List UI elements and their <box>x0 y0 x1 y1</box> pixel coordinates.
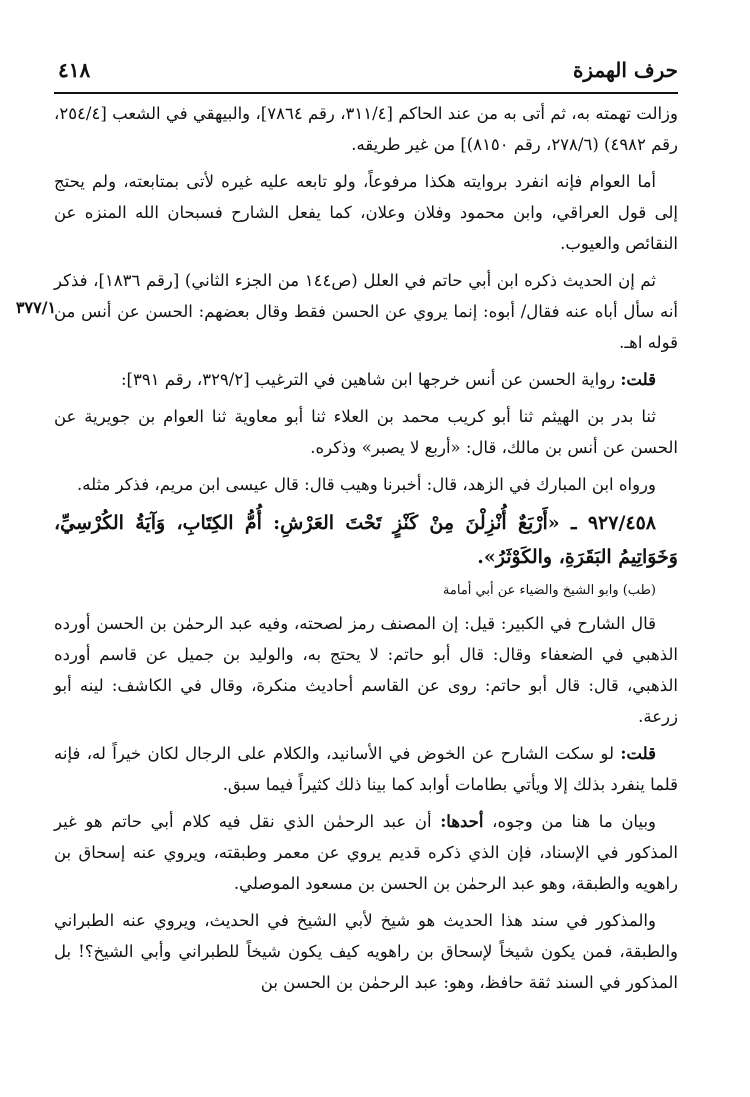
paragraph-9 <box>54 806 678 899</box>
hadith-text: ٩٢٧/٤٥٨ ـ «أَرْبَعٌ أُنْزِلْنَ مِنْ كَنْزٍ تَحْتَ العَرْشِ: أُمُّ الكِتَابِ، وَآيَةُ الكُرْسِيِّ، وَخَوَاتِيمُ البَقَرَةِ، والكَوْثَرُ». <box>54 512 678 568</box>
page-header <box>54 52 678 94</box>
hadith-source: (طب) وابو الشيخ والضياء عن أبي أمامة <box>442 583 656 598</box>
paragraph-9-lead: وبيان ما هنا من وجوه، <box>483 812 657 831</box>
paragraph-8-text: لو سكت الشارح عن الخوض في الأسانيد، والكلام على الرجال لكان خيراً له، فإنه قلما ينفرد بذلك إلا ويأتي بطامات أوابد كما بينا ذلك كثيراً فيما سبق. <box>54 744 678 794</box>
paragraph-10: والمذكور في سند هذا الحديث هو شيخ لأبي الشيخ في الحديث، ويروي عنه الطبراني والطبقة، فمن يكون شيخاً لإسحاق بن راهويه كيف يكون شيخاً للطبراني وأبي الشيخ؟! بل المذكور في السند ثقة حافظ، وهو: عبد الرحمٰن بن الحسن بن <box>54 911 678 992</box>
paragraph-5: ثنا بدر بن الهيثم ثنا أبو كريب محمد بن العلاء ثنا أبو معاوية ثنا العوام بن جويرية عن الحسن عن أنس بن مالك، قال: «أربع لا يصبر» وذكره. <box>54 407 678 457</box>
qultu-label: قلت: <box>620 370 656 389</box>
paragraph-1: وزالت تهمته به، ثم أتى به من عند الحاكم [٣١١/٤، رقم ٧٨٦٤]، والبيهقي في الشعب [٢٥٤/٤، رقم ٤٩٨٢) (٢٧٨/٦، رقم ٨١٥٠)] من غير طريقه. <box>54 104 678 154</box>
page-body <box>54 98 678 1004</box>
paragraph-8 <box>54 738 678 800</box>
paragraph-6: ورواه ابن المبارك في الزهد، قال: أخبرنا وهيب قال: قال عيسى ابن مريم، فذكر مثله. <box>77 475 656 494</box>
paragraph-4-text: رواية الحسن عن أنس خرجها ابن شاهين في الترغيب [٣٢٩/٢، رقم ٣٩١]: <box>120 370 621 389</box>
margin-reference: ٣٧٧/١ <box>15 298 57 317</box>
paragraph-3: ثم إن الحديث ذكره ابن أبي حاتم في العلل (ص١٤٤ من الجزء الثاني) [رقم ١٨٣٦]، فذكر أنه سأل أباه عنه فقال/ أبوه: إنما يروي عن الحسن فقط وقال بعضهم: الحسن عن أنس من قوله اهـ. <box>54 271 678 352</box>
paragraph-4 <box>54 364 678 395</box>
paragraph-2: أما العوام فإنه انفرد بروايته هكذا مرفوعاً، ولو تابعه عليه غيره لأتى بمتابعته، ولم يحتج إلى قول العراقي، وابن محمود وفلان وعلان، كما يفعل الشارح فسبحان الله المنزه عن النقائص والعيوب. <box>54 172 678 253</box>
ahaduha-label: أحدها: <box>440 812 484 831</box>
paragraph-7: قال الشارح في الكبير: قيل: إن المصنف رمز لصحته، وفيه عبد الرحمٰن بن الحسن أورده الذهبي في الضعفاء وقال: قال أبو حاتم: لا يحتج به، والوليد بن جميل عن قاسم أورده الذهبي، قال: قال أبو حاتم: روى عن القاسم أحاديث منكرة، وقال في الكاشف: لينه أبو زرعة. <box>54 614 678 726</box>
paragraph-9-text: أن عبد الرحمٰن الذي نقل فيه كلام أبي حاتم هو غير المذكور في الإسناد، فإن الذي ذكره قديم يروي عن معمر وطبقته، ويروي عنه إسحاق بن راهويه والطبقة، وهو عبد الرحمٰن بن الحسن بن مسعود الموصلي. <box>54 812 678 893</box>
chapter-title: حرف الهمزة <box>572 58 678 82</box>
qultu-label: قلت: <box>620 744 656 763</box>
page-number: ٤١٨ <box>58 58 91 82</box>
